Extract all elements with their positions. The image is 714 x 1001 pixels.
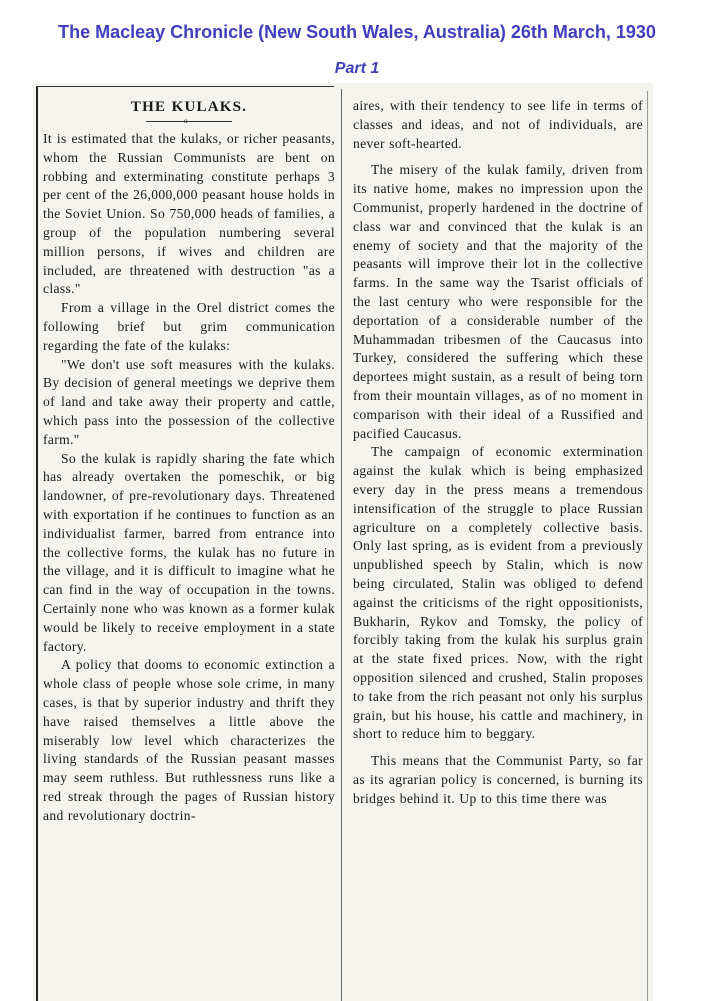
article-paragraph: It is estimated that the kulaks, or richer peasants, whom the Russian Communists are bent on robbing and exterminating constitute perhaps 3 per cent of the 26,000,000 peasant house holds in the Soviet Union. So 750,000 heads of families, a group of the population numbering several million persons, if wives and children are included, are threatened with destruction "as a class.": [43, 131, 335, 297]
column-rule-right: [647, 91, 648, 1001]
column-rule-left: [36, 86, 38, 1001]
newspaper-clipping: [33, 83, 653, 1001]
article-paragraph: A policy that dooms to economic extinction a whole class of people whose sole crime, in many cases, is that by superior industry and thrift they have raised themselves a little above the miserably low level which characterizes the living standards of the Russian peasant masses may seem ruthless. But ruthlessness runs like a red streak through the pages of Russian history and revolutionary doctrin-: [43, 657, 335, 823]
heading-divider: [146, 117, 232, 125]
page-title: The Macleay Chronicle (New South Wales, Australia) 26th March, 1930: [58, 22, 656, 42]
article-paragraph: The campaign of economic extermination against the kulak which is being emphasized every day in the press means a tremendous intensification of the struggle to place Russian agriculture on a completely collective basis. Only last spring, as is evident from a previously unpublished speech by Stalin, which is now being circulated, Stalin was obliged to defend against the criticisms of the right oppositionists, Bukharin, Rykov and Tomsky, the policy of forcibly taking from the kulak his surplus grain at the state fixed prices. Now, with the right opposition silenced and crushed, Stalin proposes to take from the rich peasant not only his surplus grain, but his house, his cattle and machinery, in short to reduce him to beggary.: [353, 444, 643, 742]
article-paragraph: aires, with their tendency to see life in terms of classes and ideas, and not of individuals, are never soft-hearted.: [353, 98, 643, 151]
article-paragraph: This means that the Communist Party, so far as its agrarian policy is concerned, is burning its bridges behind it. Up to this time there was: [353, 753, 643, 806]
article-heading: THE KULAKS.: [130, 99, 248, 115]
column-rule-top: [36, 86, 334, 87]
article-paragraph: The misery of the kulak family, driven from its native home, makes no impression upon the Communist, properly hardened in the doctrine of class war and convinced that the kulak is an enemy of society and that the majority of the peasants will improve their lot in the collective farms. In the same way the Tsarist officials of the last century who were responsible for the deportation of a considerable number of the Muhammadan tribesmen of the Caucasus into Turkey, considered the suffering which these deportees might sustain, as a result of being torn from their mountain villages, as of no moment in comparison with their ideal of a Russified and pacified Caucasus.: [353, 162, 643, 441]
article-column-right: [353, 97, 643, 808]
article-paragraph: So the kulak is rapidly sharing the fate which has already overtaken the pomeschik, or big landowner, of pre-revolutionary days. Threatened with exportation if he continues to function as an individualist farmer, barred from entrance into the collective forms, the kulak has no future in the village, and it is difficult to imagine what he can find in the way of occupation in the towns. Certainly none who was known as a former kulak would be likely to receive employment in a state factory.: [43, 450, 335, 654]
heading-ornament: o: [184, 117, 188, 125]
column-divider: [341, 89, 342, 1001]
article-paragraph: From a village in the Orel district comes the following brief but grim communication regarding the fate of the kulaks:: [43, 300, 335, 353]
article-paragraph: "We don't use soft measures with the kulaks. By decision of general meetings we deprive them of land and take away their property and cattle, which pass into the possession of the collective farm.": [43, 356, 335, 447]
article-column-left: [43, 97, 335, 825]
page-subtitle: Part 1: [334, 60, 380, 77]
